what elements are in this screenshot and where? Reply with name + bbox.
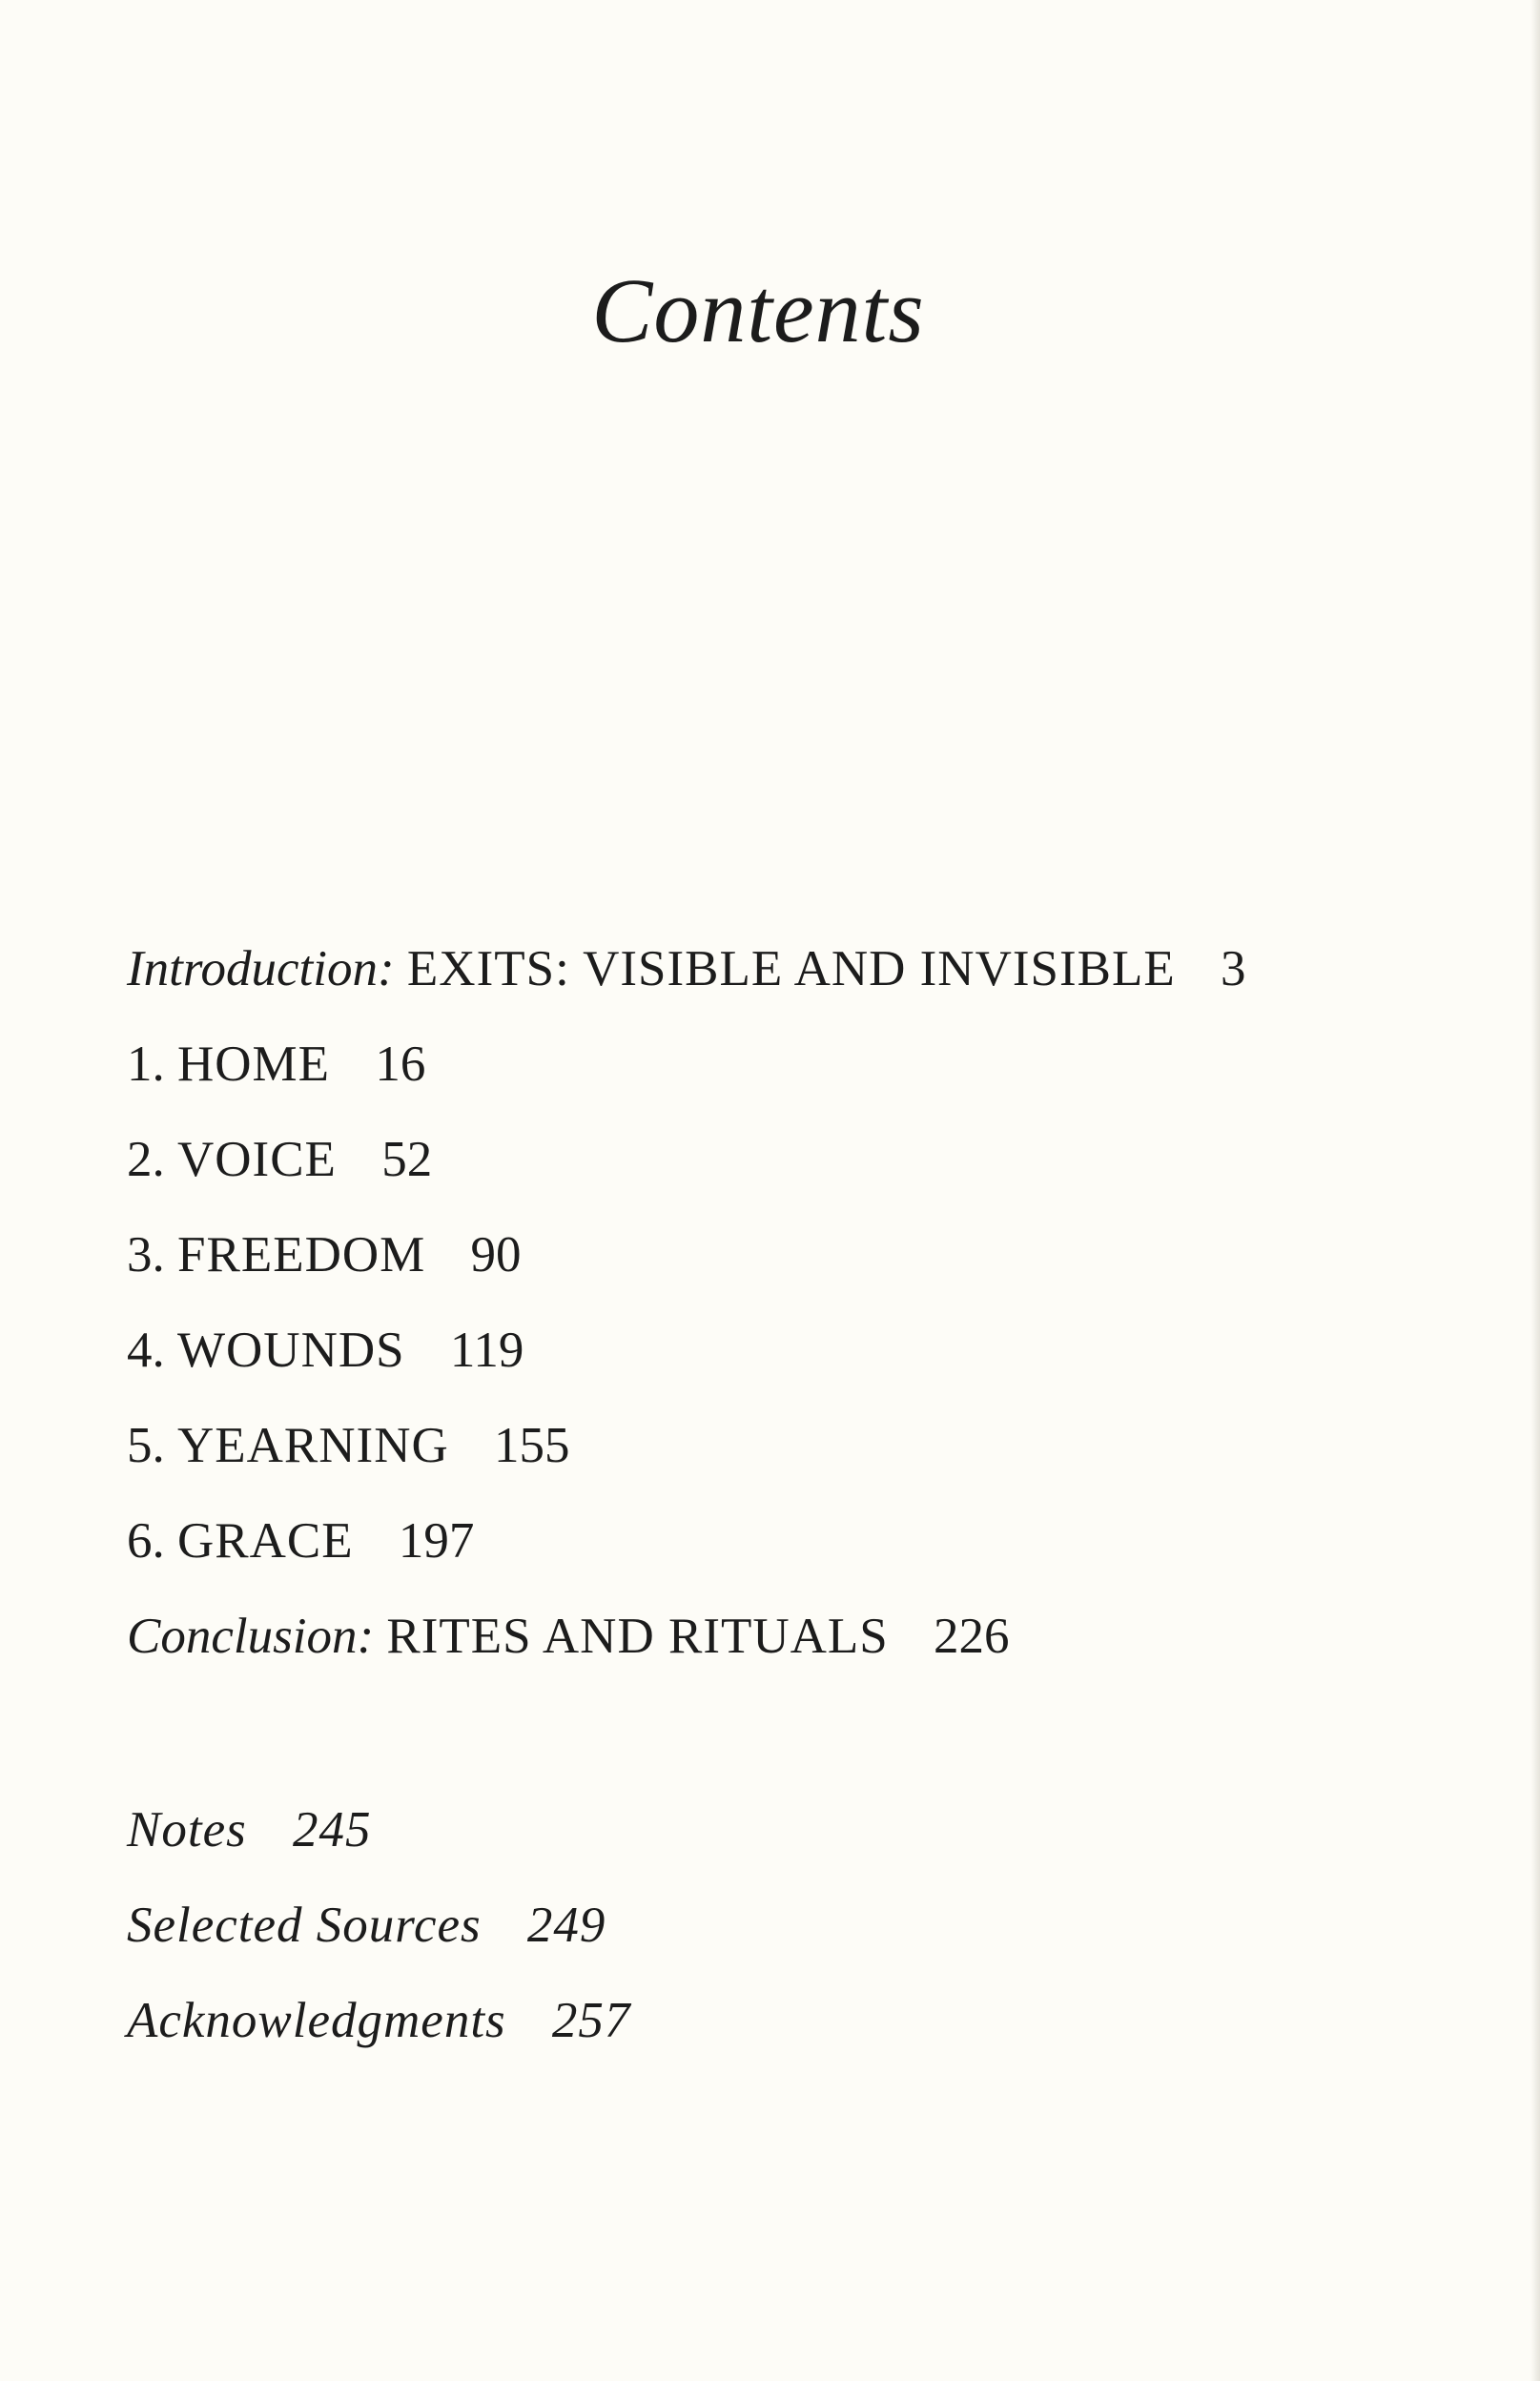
toc-entry-chapter-1 — [127, 1039, 425, 1090]
chapter-title: HOME — [177, 1037, 331, 1092]
chapter-number: 2. — [127, 1132, 165, 1187]
toc-entry-introduction — [127, 941, 1246, 996]
back-matter-title: Acknowledgments — [127, 1993, 506, 2048]
toc-entry-acknowledgments — [127, 1993, 631, 2048]
introduction-page: 3 — [1220, 941, 1246, 996]
toc-entry-chapter-4 — [127, 1325, 524, 1376]
chapter-title: YEARNING — [177, 1418, 449, 1473]
introduction-label: Introduction: — [127, 941, 395, 996]
back-matter-title: Notes — [127, 1802, 247, 1858]
chapter-number: 4. — [127, 1323, 165, 1378]
toc-entry-chapter-3 — [127, 1227, 522, 1283]
chapter-page: 90 — [470, 1227, 522, 1283]
toc-entry-chapter-6 — [127, 1513, 475, 1569]
toc-entry-conclusion — [127, 1611, 1010, 1662]
chapter-title: WOUNDS — [177, 1323, 405, 1378]
back-matter-title: Selected Sources — [127, 1898, 482, 1953]
page-title: Contents — [591, 259, 925, 361]
chapter-number: 5. — [127, 1418, 165, 1473]
toc-entry-selected-sources — [127, 1900, 606, 1951]
chapter-title: FREEDOM — [177, 1227, 426, 1283]
chapter-number: 6. — [127, 1513, 165, 1569]
chapter-page: 52 — [381, 1132, 433, 1187]
toc-entry-notes — [127, 1802, 372, 1858]
back-matter-page: 249 — [526, 1898, 606, 1953]
back-matter-page: 257 — [551, 1993, 631, 2048]
conclusion-label: Conclusion: — [127, 1609, 375, 1664]
chapter-page: 155 — [494, 1418, 570, 1473]
chapter-title: GRACE — [177, 1513, 354, 1569]
chapter-page: 197 — [398, 1513, 475, 1569]
toc-entry-chapter-2 — [127, 1132, 433, 1187]
page-edge — [1530, 0, 1540, 2381]
conclusion-page: 226 — [934, 1609, 1010, 1664]
chapter-page: 119 — [449, 1323, 524, 1378]
back-matter-page: 245 — [292, 1802, 372, 1858]
introduction-title: EXITS: VISIBLE AND INVISIBLE — [406, 941, 1176, 996]
chapter-number: 3. — [127, 1227, 165, 1283]
toc-entry-chapter-5 — [127, 1418, 570, 1473]
chapter-page: 16 — [375, 1037, 426, 1092]
conclusion-title: RITES AND RITUALS — [386, 1609, 889, 1664]
chapter-number: 1. — [127, 1037, 165, 1092]
chapter-title: VOICE — [177, 1132, 337, 1187]
